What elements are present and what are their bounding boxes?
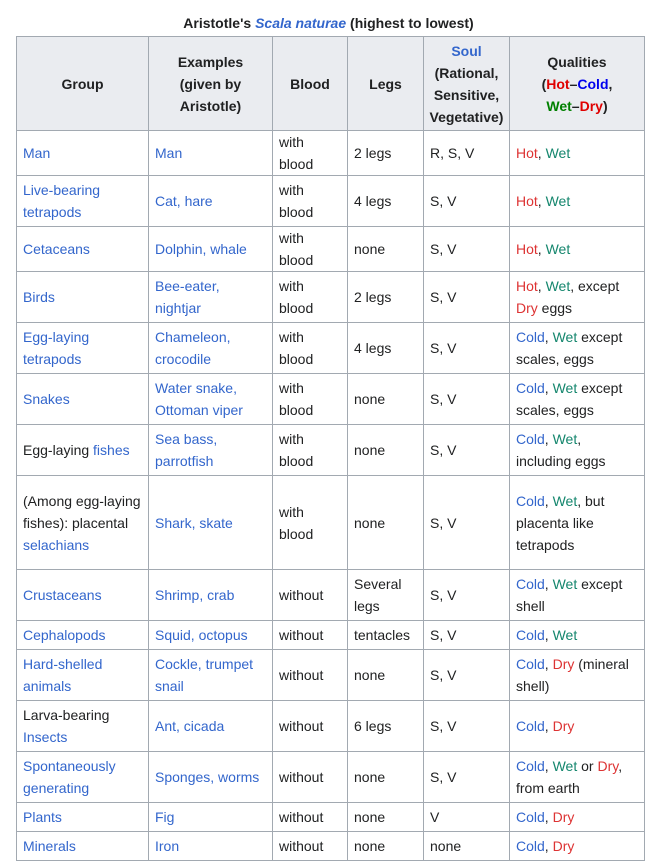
quality-sep: ,: [544, 809, 553, 825]
scala-naturae-table: [16, 36, 645, 861]
cell-examples: [149, 476, 273, 570]
cell-group: [17, 272, 149, 323]
header-soul-line3: Sensitive,: [433, 86, 500, 103]
cell-legs: none: [348, 425, 424, 476]
quality-a: Hot: [516, 193, 538, 209]
header-examples-line2: (given by: [179, 75, 242, 92]
cell-qualities: [510, 752, 645, 803]
quality-sep: ,: [537, 278, 546, 294]
cell-blood: with blood: [273, 425, 348, 476]
cell-examples: [149, 570, 273, 621]
header-legs-label: Legs: [369, 75, 402, 92]
quality-sep: ,: [544, 431, 553, 447]
caption-suffix: (highest to lowest): [346, 15, 474, 31]
header-row: [17, 37, 645, 131]
cell-qualities: [510, 131, 645, 176]
quality-c: Dry: [516, 300, 538, 316]
table-row: [17, 832, 645, 861]
examples-link[interactable]: Fig: [155, 809, 175, 825]
cell-soul: R, S, V: [424, 131, 510, 176]
examples-link[interactable]: Shrimp, crab: [155, 587, 235, 603]
header-examples-line1: Examples: [177, 53, 244, 70]
header-qualities: [510, 37, 645, 131]
header-examples: [149, 37, 273, 131]
quality-sep: ,: [544, 758, 553, 774]
quality-a: Hot: [516, 145, 538, 161]
cell-legs: none: [348, 227, 424, 272]
cell-qualities: [510, 621, 645, 650]
examples-link[interactable]: Man: [155, 145, 183, 161]
cell-group: [17, 131, 149, 176]
quality-sep: ,: [544, 838, 553, 854]
header-qualities-label: Qualities: [547, 53, 607, 70]
q-dry: Dry: [579, 97, 603, 114]
quality-tail: , but placenta like tetrapods: [516, 492, 605, 553]
header-blood-label: Blood: [290, 75, 330, 92]
header-blood: [273, 37, 348, 131]
group-link[interactable]: Cetaceans: [23, 241, 90, 257]
header-group-label: Group: [61, 75, 104, 92]
cell-blood: without: [273, 650, 348, 701]
cell-examples: [149, 227, 273, 272]
quality-sep: ,: [544, 576, 553, 592]
quality-mid: or: [577, 758, 598, 774]
quality-c: Dry: [597, 758, 619, 774]
cell-qualities: [510, 650, 645, 701]
cell-soul: V: [424, 803, 510, 832]
group-link[interactable]: Birds: [23, 289, 55, 305]
cell-group: [17, 832, 149, 861]
quality-sep: ,: [544, 656, 553, 672]
cell-blood: with blood: [273, 374, 348, 425]
cell-qualities: [510, 476, 645, 570]
q-comma: ,: [608, 75, 613, 92]
cell-blood: with blood: [273, 131, 348, 176]
cell-qualities: [510, 176, 645, 227]
quality-a: Hot: [516, 241, 538, 257]
q-dash1: –: [569, 75, 578, 92]
table-row: [17, 176, 645, 227]
cell-group: [17, 227, 149, 272]
cell-examples: [149, 650, 273, 701]
cell-soul: S, V: [424, 323, 510, 374]
cell-group: [17, 621, 149, 650]
examples-link[interactable]: Water snake, Ottoman viper: [155, 380, 243, 418]
table-row: [17, 131, 645, 176]
cell-legs: none: [348, 476, 424, 570]
quality-tail: eggs: [537, 300, 573, 316]
cell-legs: none: [348, 650, 424, 701]
examples-link[interactable]: Squid, octopus: [155, 627, 248, 643]
cell-legs: none: [348, 752, 424, 803]
quality-a: Cold: [516, 718, 545, 734]
table-row: [17, 374, 645, 425]
quality-a: Cold: [516, 431, 545, 447]
cell-blood: without: [273, 701, 348, 752]
cell-legs: 4 legs: [348, 323, 424, 374]
quality-b: Dry: [552, 656, 575, 672]
header-examples-line3: Aristotle): [179, 97, 242, 114]
table-row: [17, 621, 645, 650]
cell-blood: without: [273, 570, 348, 621]
cell-legs: 2 legs: [348, 272, 424, 323]
cell-soul: S, V: [424, 701, 510, 752]
quality-b: Wet: [552, 329, 578, 345]
cell-group: [17, 803, 149, 832]
quality-a: Cold: [516, 838, 545, 854]
cell-blood: with blood: [273, 227, 348, 272]
cell-qualities: [510, 323, 645, 374]
quality-a: Cold: [516, 329, 545, 345]
quality-sep: ,: [544, 329, 553, 345]
examples-link[interactable]: Shark, skate: [155, 514, 233, 531]
cell-examples: [149, 803, 273, 832]
group-prefix: (Among egg-laying fishes): placental: [23, 492, 141, 531]
cell-group: [17, 374, 149, 425]
cell-blood: without: [273, 621, 348, 650]
cell-group: [17, 570, 149, 621]
quality-sep: ,: [544, 492, 553, 509]
quality-tail: , including eggs: [516, 431, 606, 469]
examples-link[interactable]: Dolphin, whale: [155, 241, 247, 257]
cell-group: [17, 476, 149, 570]
cell-blood: with blood: [273, 323, 348, 374]
cell-legs: none: [348, 832, 424, 861]
header-soul-line2: (Rational,: [434, 64, 499, 81]
cell-qualities: [510, 701, 645, 752]
cell-legs: Several legs: [348, 570, 424, 621]
cell-group: [17, 425, 149, 476]
examples-link[interactable]: Sea bass, parrotfish: [155, 431, 218, 469]
group-link[interactable]: Plants: [23, 809, 62, 825]
q-dash2: –: [571, 97, 580, 114]
group-link[interactable]: Minerals: [23, 838, 76, 854]
cell-soul: S, V: [424, 476, 510, 570]
caption-prefix: Aristotle's: [183, 15, 256, 31]
cell-blood: without: [273, 803, 348, 832]
group-link[interactable]: Crustaceans: [23, 587, 102, 603]
examples-link[interactable]: Iron: [155, 838, 180, 854]
table-row: [17, 323, 645, 374]
cell-group: [17, 650, 149, 701]
group-link[interactable]: Man: [23, 145, 51, 161]
cell-legs: 6 legs: [348, 701, 424, 752]
cell-examples: [149, 131, 273, 176]
cell-group: [17, 701, 149, 752]
cell-qualities: [510, 272, 645, 323]
cell-examples: [149, 176, 273, 227]
quality-b: Dry: [552, 718, 575, 734]
quality-a: Cold: [516, 656, 545, 672]
cell-group: [17, 323, 149, 374]
quality-a: Cold: [516, 380, 545, 396]
cell-qualities: [510, 227, 645, 272]
cell-group: [17, 176, 149, 227]
examples-link[interactable]: Bee-eater, nightjar: [155, 278, 220, 316]
group-link[interactable]: Cephalopods: [23, 627, 106, 643]
quality-b: Dry: [552, 838, 575, 854]
quality-a: Hot: [516, 278, 538, 294]
header-legs: [348, 37, 424, 131]
table-row: [17, 570, 645, 621]
quality-sep: ,: [544, 380, 553, 396]
group-prefix: Egg-laying: [23, 442, 94, 458]
quality-b: Wet: [552, 758, 578, 774]
cell-examples: [149, 701, 273, 752]
q-cold: Cold: [577, 75, 609, 92]
cell-soul: none: [424, 832, 510, 861]
cell-soul: S, V: [424, 752, 510, 803]
quality-a: Cold: [516, 758, 545, 774]
cell-examples: [149, 752, 273, 803]
q-hot: Hot: [546, 75, 570, 92]
cell-soul: S, V: [424, 374, 510, 425]
cell-blood: without: [273, 752, 348, 803]
q-wet: Wet: [546, 97, 572, 114]
header-soul: [424, 37, 510, 131]
cell-blood: without: [273, 832, 348, 861]
quality-b: Wet: [545, 278, 571, 294]
cell-qualities: [510, 832, 645, 861]
table-row: [17, 650, 645, 701]
table-row: [17, 272, 645, 323]
quality-mid: , except: [570, 278, 620, 294]
cell-group: [17, 752, 149, 803]
quality-b: Wet: [545, 193, 571, 209]
quality-sep: ,: [537, 241, 546, 257]
quality-b: Wet: [545, 145, 571, 161]
group-link[interactable]: Spontaneously generating: [23, 758, 116, 796]
q-open: (: [541, 75, 547, 92]
quality-sep: ,: [537, 193, 546, 209]
group-link[interactable]: selachians: [23, 536, 90, 553]
examples-link[interactable]: Chameleon, crocodile: [155, 329, 231, 367]
cell-blood: with blood: [273, 272, 348, 323]
cell-examples: [149, 374, 273, 425]
table-row: [17, 476, 645, 570]
quality-sep: ,: [544, 718, 553, 734]
quality-a: Cold: [516, 492, 545, 509]
group-prefix: Larva-bearing: [23, 707, 110, 723]
group-link[interactable]: Snakes: [23, 391, 70, 407]
group-link[interactable]: fishes: [93, 442, 130, 458]
table-row: [17, 425, 645, 476]
group-link[interactable]: Egg-laying tetrapods: [23, 329, 90, 367]
cell-examples: [149, 832, 273, 861]
table-row: [17, 803, 645, 832]
cell-examples: [149, 621, 273, 650]
examples-link[interactable]: Sponges, worms: [155, 769, 260, 785]
quality-b: Wet: [552, 380, 578, 396]
quality-tail: except shell: [516, 576, 623, 614]
cell-qualities: [510, 374, 645, 425]
cell-qualities: [510, 803, 645, 832]
caption-link-scala-naturae[interactable]: Scala naturae: [255, 15, 347, 31]
quality-b: Wet: [552, 627, 578, 643]
quality-tail: except scales, eggs: [516, 380, 623, 418]
group-link[interactable]: Insects: [23, 729, 68, 745]
cell-legs: 2 legs: [348, 131, 424, 176]
header-soul-line4: Vegetative): [429, 108, 504, 125]
cell-examples: [149, 323, 273, 374]
header-group: [17, 37, 149, 131]
cell-legs: none: [348, 803, 424, 832]
cell-soul: S, V: [424, 621, 510, 650]
quality-tail: , from earth: [516, 758, 623, 796]
quality-b: Wet: [552, 431, 578, 447]
cell-soul: S, V: [424, 272, 510, 323]
table-caption: [0, 13, 657, 33]
q-close: ): [602, 97, 608, 114]
quality-tail: except scales, eggs: [516, 329, 623, 367]
table-row: [17, 227, 645, 272]
cell-qualities: [510, 570, 645, 621]
cell-soul: S, V: [424, 425, 510, 476]
cell-legs: none: [348, 374, 424, 425]
cell-legs: tentacles: [348, 621, 424, 650]
cell-qualities: [510, 425, 645, 476]
quality-b: Wet: [552, 576, 578, 592]
quality-sep: ,: [537, 145, 546, 161]
cell-soul: S, V: [424, 227, 510, 272]
examples-link[interactable]: Ant, cicada: [155, 718, 225, 734]
quality-tail: (mineral shell): [516, 656, 629, 694]
cell-blood: with blood: [273, 476, 348, 570]
cell-legs: 4 legs: [348, 176, 424, 227]
quality-b: Wet: [545, 241, 571, 257]
table-row: [17, 752, 645, 803]
group-link[interactable]: Hard-shelled animals: [23, 656, 103, 694]
examples-link[interactable]: Cockle, trumpet snail: [155, 656, 254, 694]
cell-soul: S, V: [424, 650, 510, 701]
examples-link[interactable]: Cat, hare: [155, 193, 213, 209]
table-row: [17, 701, 645, 752]
group-link[interactable]: Live-bearing tetrapods: [23, 182, 101, 220]
cell-soul: S, V: [424, 176, 510, 227]
quality-a: Cold: [516, 809, 545, 825]
quality-b: Wet: [552, 492, 578, 509]
cell-soul: S, V: [424, 570, 510, 621]
header-soul-link[interactable]: Soul: [451, 42, 482, 59]
quality-a: Cold: [516, 576, 545, 592]
quality-sep: ,: [544, 627, 553, 643]
quality-b: Dry: [552, 809, 575, 825]
quality-a: Cold: [516, 627, 545, 643]
cell-examples: [149, 272, 273, 323]
cell-blood: with blood: [273, 176, 348, 227]
cell-examples: [149, 425, 273, 476]
